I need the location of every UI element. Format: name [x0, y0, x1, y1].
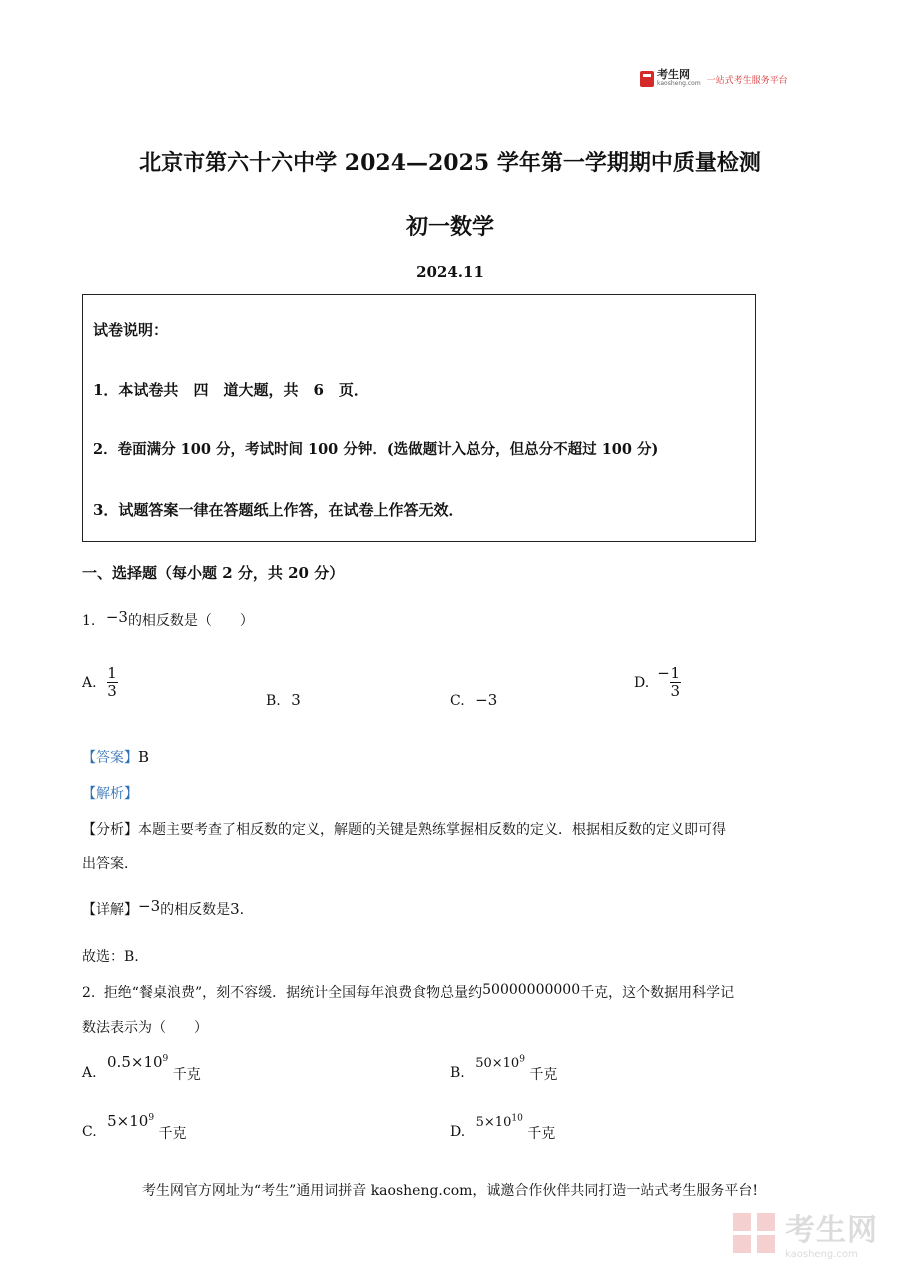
- watermark-name: 考生网: [785, 1213, 878, 1248]
- question-number: 2.: [82, 985, 96, 1001]
- xiangjie-math: −3: [138, 897, 161, 915]
- answer-value: B: [138, 748, 150, 766]
- kaosheng-logo-icon: [640, 71, 654, 87]
- question-2-line-2: 数法表示为（ ）: [82, 1020, 208, 1036]
- option-label: C.: [450, 693, 465, 709]
- option-value: 3: [291, 691, 301, 709]
- unit: 千克: [529, 1067, 558, 1083]
- answer-tag: 【答案】: [82, 750, 138, 766]
- option-value: −3: [475, 691, 498, 709]
- option-label: D.: [634, 674, 650, 691]
- instructions-heading: 试卷说明：: [93, 321, 169, 339]
- exam-subject: 初一数学: [405, 214, 494, 240]
- sci-exponent: 9: [162, 1054, 169, 1064]
- sci-exponent: 9: [519, 1054, 525, 1065]
- analysis-tag: 【解析】: [82, 786, 138, 802]
- option-label: B.: [266, 693, 281, 709]
- sci-exponent: 10: [511, 1113, 523, 1124]
- fraction-numerator: 1: [107, 664, 117, 682]
- xiangjie-end: .: [239, 902, 245, 918]
- option-d: [450, 1111, 556, 1142]
- question-math: −3: [105, 608, 128, 626]
- header-brand: [640, 70, 788, 88]
- brand-name: 考生网: [657, 68, 690, 81]
- sci-base: 5×10: [475, 1115, 512, 1130]
- option-b: [450, 1052, 558, 1083]
- xiangjie-tag: 【详解】: [82, 902, 138, 918]
- question-text: 拒绝“餐桌浪费”，刻不容缓．据统计全国每年浪费食物总量约: [103, 985, 483, 1001]
- option-value: [107, 1112, 154, 1130]
- watermark-logo-icon: [733, 1209, 777, 1257]
- option-label: A.: [82, 674, 97, 691]
- xiangjie-value: 3: [230, 900, 240, 918]
- fenxi-line-2: 出答案．: [82, 856, 138, 872]
- question-1: [82, 610, 254, 630]
- fraction: [670, 665, 681, 700]
- answer-line: [82, 747, 149, 767]
- instruction-item-2: 2．卷面满分 100 分，考试时间 100 分钟．(选做题计入总分，但总分不超过 100 分): [93, 441, 659, 458]
- exam-title: 北京市第六十六中学 2024—2025 学年第一学期期中质量检测: [139, 150, 761, 176]
- option-label: D.: [450, 1124, 466, 1140]
- option-a: [82, 665, 118, 700]
- conclusion: 故选：B.: [82, 949, 139, 965]
- instruction-item-1: 1．本试卷共 四 道大题，共 6 页．: [93, 381, 369, 399]
- option-b: [266, 691, 301, 709]
- brand-domain: kaosheng.com: [657, 80, 701, 87]
- option-value: [476, 1115, 523, 1130]
- option-d: [634, 665, 681, 700]
- xiangjie-text: 的相反数是: [160, 902, 231, 918]
- watermark-domain: kaosheng.com: [785, 1249, 858, 1260]
- fraction: [107, 665, 118, 700]
- fenxi-tag: 【分析】: [82, 822, 138, 838]
- fenxi-line-1: [82, 819, 726, 839]
- sci-exponent: 9: [148, 1113, 155, 1123]
- instructions-box: [82, 294, 756, 542]
- question-text: 的相反数是（ ）: [127, 613, 254, 629]
- option-value: [107, 1053, 168, 1071]
- watermark: [733, 1205, 878, 1260]
- question-text-after: 千克，这个数据用科学记: [580, 985, 735, 1001]
- sci-base: 0.5×10: [107, 1053, 163, 1071]
- unit: 千克: [172, 1067, 201, 1083]
- unit: 千克: [527, 1126, 556, 1142]
- fenxi-text: 本题主要考查了相反数的定义，解题的关键是熟练掌握相反数的定义．根据相反数的定义即可得: [138, 822, 726, 838]
- fraction-numerator: 1: [670, 664, 681, 682]
- big-number: 50000000000: [482, 982, 581, 998]
- xiangjie-line: [82, 899, 244, 919]
- footer-text: 考生网官方网址为“考生”通用词拼音 kaosheng.com，诚邀合作伙伴共同打造一站式考生服务平台!: [141, 1183, 759, 1199]
- fraction-denominator: 3: [107, 682, 117, 700]
- question-number: 1.: [82, 613, 96, 629]
- question-2: [82, 982, 734, 1002]
- brand-slogan: 一站式考生服务平台: [706, 75, 788, 86]
- unit: 千克: [158, 1126, 187, 1142]
- option-label: A.: [82, 1065, 97, 1081]
- minus-sign: −: [657, 663, 670, 682]
- instruction-item-3: 3．试题答案一律在答题纸上作答，在试卷上作答无效．: [93, 501, 464, 519]
- option-c: [450, 691, 497, 709]
- fraction-denominator: 3: [670, 682, 681, 700]
- option-value: [475, 1056, 525, 1071]
- sci-base: 5×10: [107, 1112, 149, 1130]
- option-label: B.: [450, 1065, 465, 1081]
- sci-base: 50×10: [475, 1056, 520, 1071]
- option-label: C.: [82, 1124, 97, 1140]
- option-c: [82, 1111, 187, 1142]
- option-a: [82, 1052, 201, 1083]
- exam-date: 2024.11: [416, 263, 484, 281]
- section-heading: 一、选择题（每小题 2 分，共 20 分）: [82, 564, 345, 582]
